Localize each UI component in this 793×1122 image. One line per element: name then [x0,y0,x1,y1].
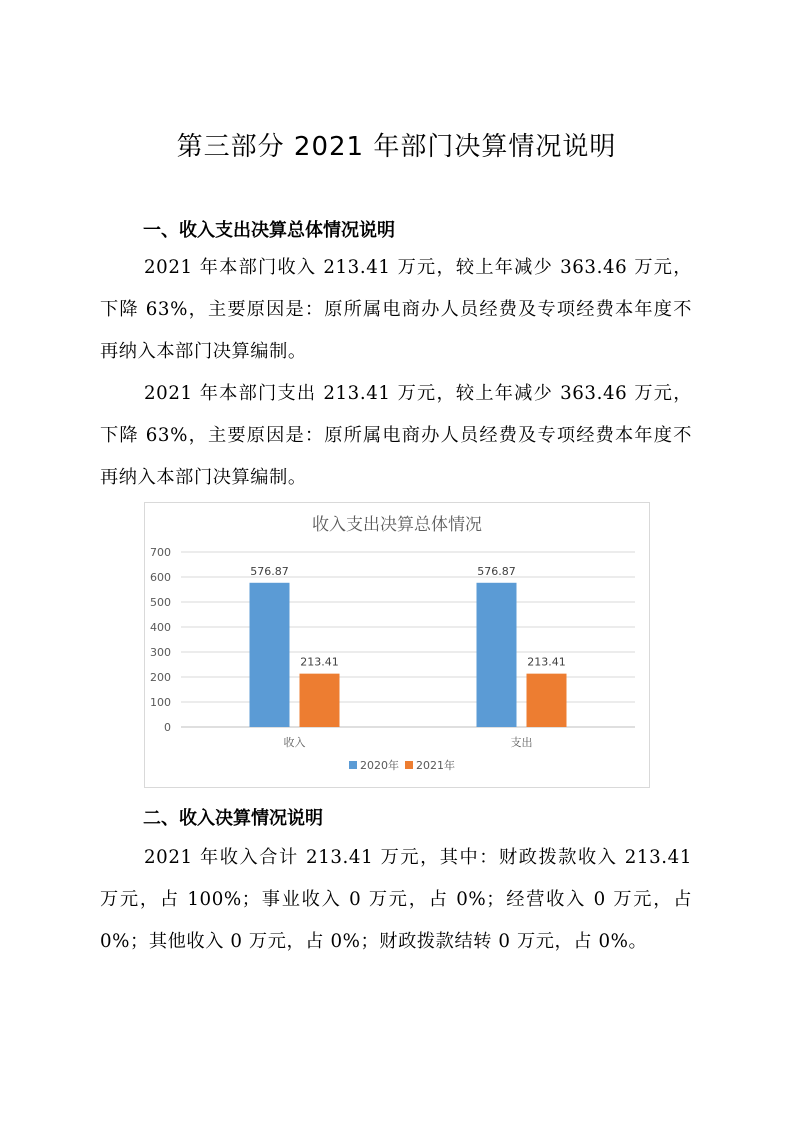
page-title: 第三部分 2021 年部门决算情况说明 [176,132,617,162]
data-label: 213.41 [527,655,566,669]
y-tick-label: 100 [150,696,171,709]
data-label: 213.41 [300,655,339,669]
chart-title: 收入支出决算总体情况 [312,515,482,535]
income-expenditure-chart [144,502,650,788]
legend-swatch [405,761,413,769]
legend-label: 2021年 [416,759,455,772]
paragraph-income-breakdown: 2021 年收入合计 213.41 万元，其中：财政拨款收入 213.41 万元，占 100%；事业收入 0 万元，占 0%；经营收入 0 万元，占 0%；其他收入 0 万元，占 0%；财政拨款结转 0 万元，占 0%。 [100,847,692,952]
y-tick-label: 300 [150,646,171,659]
paragraph-expenditure: 2021 年本部门支出 213.41 万元，较上年减少 363.46 万元，下降 63%，主要原因是：原所属电商办人员经费及专项经费本年度不再纳入本部门决算编制。 [100,383,692,488]
x-tick-label: 收入 [283,736,306,749]
data-label: 576.87 [477,564,516,578]
bar-2020年-收入 [250,583,290,727]
y-tick-label: 700 [150,546,171,559]
y-tick-label: 600 [150,571,171,584]
y-tick-label: 500 [150,596,171,609]
chart-canvas [145,503,649,787]
bar-2021年-支出 [527,674,567,727]
y-tick-label: 0 [164,721,171,734]
y-tick-label: 200 [150,671,171,684]
x-tick-label: 支出 [510,736,533,749]
y-tick-label: 400 [150,621,171,634]
legend-label: 2020年 [360,759,399,772]
legend-swatch [349,761,357,769]
bar-2021年-收入 [300,674,340,727]
paragraph-income: 2021 年本部门收入 213.41 万元，较上年减少 363.46 万元，下降 63%，主要原因是：原所属电商办人员经费及专项经费本年度不再纳入本部门决算编制。 [100,257,692,362]
data-label: 576.87 [250,564,289,578]
section-heading-2: 二、收入决算情况说明 [143,808,323,829]
bar-2020年-支出 [477,583,517,727]
section-heading-1: 一、收入支出决算总体情况说明 [143,220,395,241]
